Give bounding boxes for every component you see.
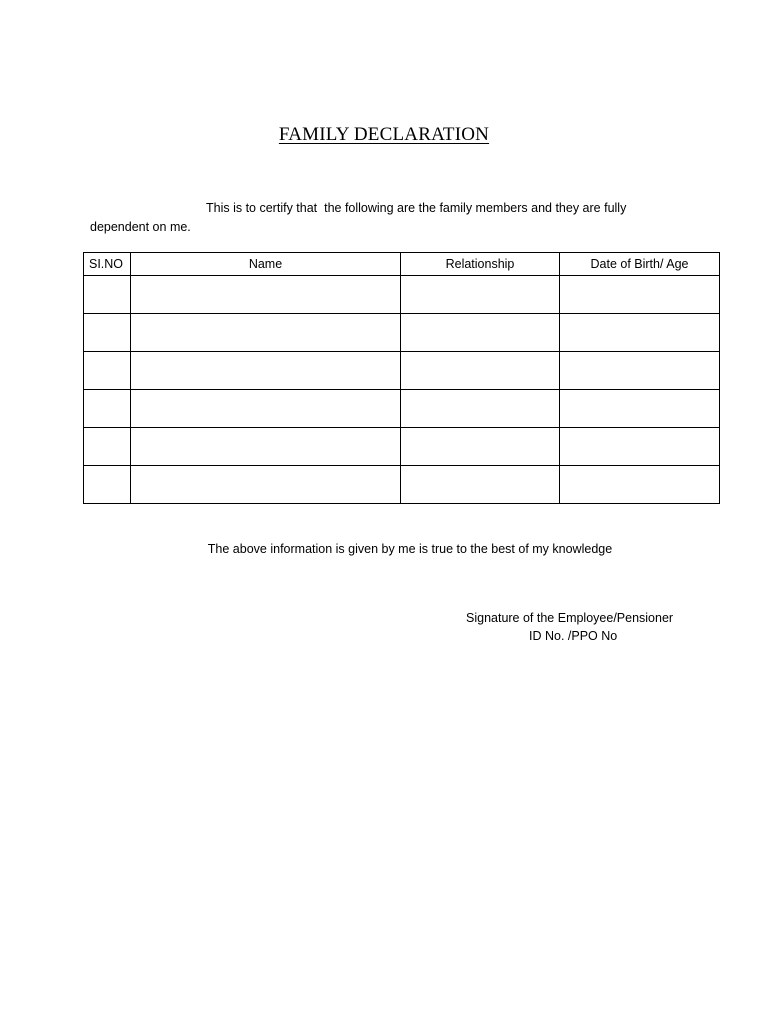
header-si-no: SI.NO [84, 253, 131, 276]
cell-name[interactable] [131, 314, 401, 352]
cell-si-no[interactable] [84, 276, 131, 314]
cell-date-of-birth-age[interactable] [560, 466, 720, 504]
cell-si-no[interactable] [84, 314, 131, 352]
table-row [84, 390, 720, 428]
cell-date-of-birth-age[interactable] [560, 314, 720, 352]
cell-relationship[interactable] [401, 390, 560, 428]
cell-name[interactable] [131, 390, 401, 428]
cell-date-of-birth-age[interactable] [560, 390, 720, 428]
page-title: FAMILY DECLARATION [278, 124, 490, 145]
cell-relationship[interactable] [401, 428, 560, 466]
cell-si-no[interactable] [84, 466, 131, 504]
table-row [84, 276, 720, 314]
id-ppo-label: ID No. /PPO No [529, 629, 618, 643]
cell-relationship[interactable] [401, 466, 560, 504]
table-header-row [84, 253, 720, 276]
cell-si-no[interactable] [84, 390, 131, 428]
cell-name[interactable] [131, 466, 401, 504]
table-row [84, 466, 720, 504]
signature-label: Signature of the Employee/Pensioner [466, 611, 674, 625]
header-relationship: Relationship [401, 253, 560, 276]
cell-date-of-birth-age[interactable] [560, 352, 720, 390]
cell-si-no[interactable] [84, 428, 131, 466]
cell-si-no[interactable] [84, 352, 131, 390]
table-row [84, 428, 720, 466]
table-row [84, 352, 720, 390]
cell-name[interactable] [131, 428, 401, 466]
header-name: Name [131, 253, 401, 276]
cell-name[interactable] [131, 276, 401, 314]
cell-date-of-birth-age[interactable] [560, 276, 720, 314]
cell-relationship[interactable] [401, 276, 560, 314]
intro-text-line-2: dependent on me. [90, 220, 191, 234]
cell-relationship[interactable] [401, 352, 560, 390]
intro-text-line-1: This is to certify that the following are the family members and they are fully [206, 201, 627, 215]
cell-name[interactable] [131, 352, 401, 390]
cell-date-of-birth-age[interactable] [560, 428, 720, 466]
header-date-of-birth-age: Date of Birth/ Age [560, 253, 720, 276]
table-row [84, 314, 720, 352]
family-members-table [83, 252, 720, 504]
declaration-statement: The above information is given by me is true to the best of my knowledge [207, 542, 613, 556]
cell-relationship[interactable] [401, 314, 560, 352]
